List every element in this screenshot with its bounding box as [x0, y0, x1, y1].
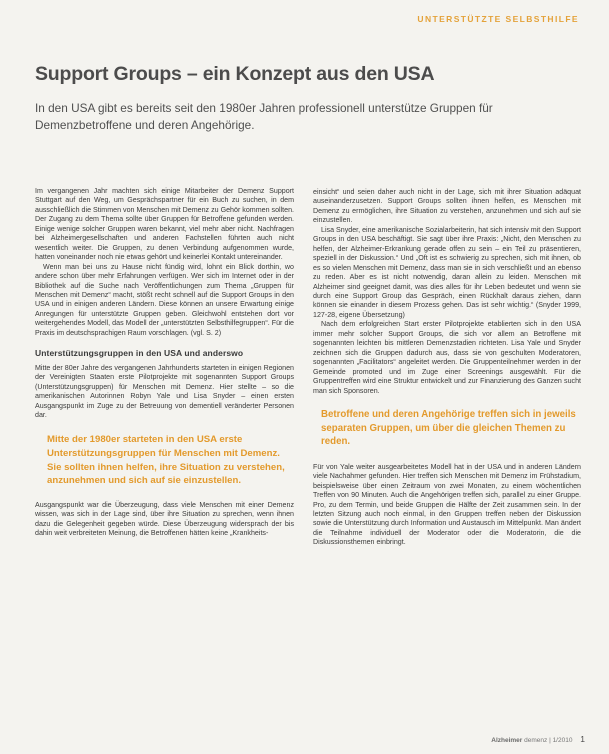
- right-paragraph-3: Nach dem erfolgreichen Start erster Pilotprojekte etablierten sich in den USA immer mehr solcher Support Groups, die sich vor allem an Betroffene mit sogenannten leichten bis mittleren Demenzstadien richteten. Lisa Yale und Snyder zeichnen sich die Gruppen dadurch aus, dass sie von geschulten Moderatoren, sogenannten „Facilitators“ angeleitet werden. Die Gruppenteilnehmer werden in der Gemeinde promoted und im Zuge einer Screenings ausgewählt. Für die Gruppentreffen wird eine Struktur entwickelt und zur Finanzierung des Ganzen sucht man sich Sponsoren.: [313, 320, 581, 395]
- left-paragraph-3: Mitte der 80er Jahre des vergangenen Jahrhunderts starteten in einigen Regionen der Vereinigten Staaten erste Pilotprojekte mit sogenannten Support Groups (Unterstützungsgruppen) für Menschen mit Demenz. Hier stellte – so die amerikanischen Autorinnen Robyn Yale und Lisa Snyder – einen ersten Ausgangspunkt im Zuge zu der Betreuung von dementiell veränderter Personen dar.: [35, 363, 294, 419]
- right-paragraph-4: Für von Yale weiter ausgearbeitetes Modell hat in der USA und in anderen Ländern viele Nachahmer gefunden. Hier treffen sich Menschen mit Demenz im Frühstadium, beispielsweise über einen Zeitraum von zwei Monaten, zu einem wöchentlichen Treffen von 90 Minuten. Auch die Angehörigen treffen sich, parallel zu einer Gruppe. Pro, zu dem Termin, und beide Gruppen die Hälfte der Zeit zusammen sein. In der letzten Sitzung auch noch einmal, in den Gruppen treffen neben der Diskussion sowie die Unterstützung durch Information und Austausch im Mittelpunkt. Man ändert die Teilnahme individuell der Moderator oder die Moderatorin, die die Diskussionsthemen einbringt.: [313, 462, 581, 547]
- left-paragraph-2: Wenn man bei uns zu Hause nicht fündig wird, lohnt ein Blick dorthin, wo andere schon über mehr Erfahrungen verfügen. Wer sich im Internet oder in der Bibliothek auf die Suche nach Veröffentlichungen zum Thema „Gruppen für Menschen mit Demenz“ macht, stößt recht schnell auf die Support Groups in den USA und in einigen anderen Ländern. Diese können an unsere Erwartung einige Anregungen für unterstützte Gruppen geben. Gleichwohl entstehen dort vor weitergehendes Modell, das Modell der „unterstützten Selbsthilfegruppen“. Für die Praxis im deutschsprachigen Raum vorschlagen. (vgl. S. 2): [35, 262, 294, 337]
- article-title: Support Groups – ein Konzept aus den USA: [35, 63, 435, 85]
- pull-quote-left: Mitte der 1980er starteten in den USA erste Unterstützungsgruppen für Menschen mit Demenz. Sie sollten ihnen helfen, ihre Situation zu verstehen, anzunehmen und sich auf sie einzustellen.: [47, 434, 285, 487]
- right-column: [313, 188, 581, 548]
- left-column: [35, 187, 294, 539]
- right-paragraph-1: einsicht“ und seien daher auch nicht in der Lage, sich mit ihrer Situation adäquat auseinanderzusetzen. Support Groups sollten ihnen helfen, es Menschen mit Demenz zu ermöglichen, ihre Situation zu verstehen, anzunehmen und sich auf sie einzustellen.: [313, 188, 581, 225]
- section-label: UNTERSTÜTZTE SELBSTHILFE: [417, 14, 579, 24]
- footer-brand: Alzheimer: [491, 737, 523, 744]
- right-paragraph-2: Lisa Snyder, eine amerikanische Sozialarbeiterin, hat sich intensiv mit den Support Groups in den USA beschäftigt. Sie sagt über ihre Praxis: „Nicht, den Menschen zu helfen, der Alzheimer-Erkrankung gerade offen zu sein – ein Teil zu präsentieren, speziell in der Diskussion.“ Und „Oft ist es schwierig zu sprechen, sich mit ihnen, ob es so vielen Menschen mit Demenz, dass man sie in sich verschließt und an ebenso zu reden. Aber es ist nicht notwendig, daran allein zu leiden. Menschen mit Alzheimer sind geeignet damit, was dies alles für ihr Leben bedeutet und wenn sie durch eine Support Group das Gespräch, einen Rückhalt daraus ziehen, dann können sie einander in diesem Prozess gehen. Das ist sehr wichtig.“ (Snyder 1999, 127-28, eigene Übersetzung): [313, 225, 581, 319]
- page-footer: [491, 734, 585, 744]
- pull-quote-right: Betroffene und deren Angehörige treffen sich in jeweils separaten Gruppen, um über die gleichen Themen zu reden.: [321, 408, 576, 448]
- section-subheading: Unterstützungsgruppen in den USA und anderswo: [35, 348, 244, 359]
- left-paragraph-1: Im vergangenen Jahr machten sich einige Mitarbeiter der Demenz Support Stuttgart auf den Weg, um Gesprächspartner für ein Buch zu suchen, in dem ausschließlich die Stimmen von Menschen mit Demenz zu Gehör kommen sollten. Der Zugang zu dem Thema sollte über Gruppen für Betroffene gefunden werden. Einige wenige solcher Gruppen waren bekannt, viel mehr aber nicht. Nachfragen bei Alzheimergesellschaften und anderen Fachstellen führten auch nicht wesentlich weiter. Die Gruppen, zu denen Verbindung aufgenommen wurde, hatten voneinander noch nie etwas gehört und keinerlei Kontakt untereinander.: [35, 187, 294, 262]
- article-lead: In den USA gibt es bereits seit den 1980er Jahren professionell unterstütze Gruppen für Demenzbetroffene und deren Angehörige.: [35, 101, 493, 132]
- footer-issue: demenz | 1/2010: [524, 737, 573, 744]
- left-paragraph-4: Ausgangspunkt war die Überzeugung, dass viele Menschen mit einer Demenz wissen, was sich in der Lage sind, über ihre Situation zu sprechen, wenn ihnen dazu die Gelegenheit gegeben würde. Diese Überzeugung widersprach der bis dahin weit verbreiteten Meinung, die Betroffenen hätten keine „Krankheits-: [35, 500, 294, 538]
- page-number: 1: [580, 734, 585, 744]
